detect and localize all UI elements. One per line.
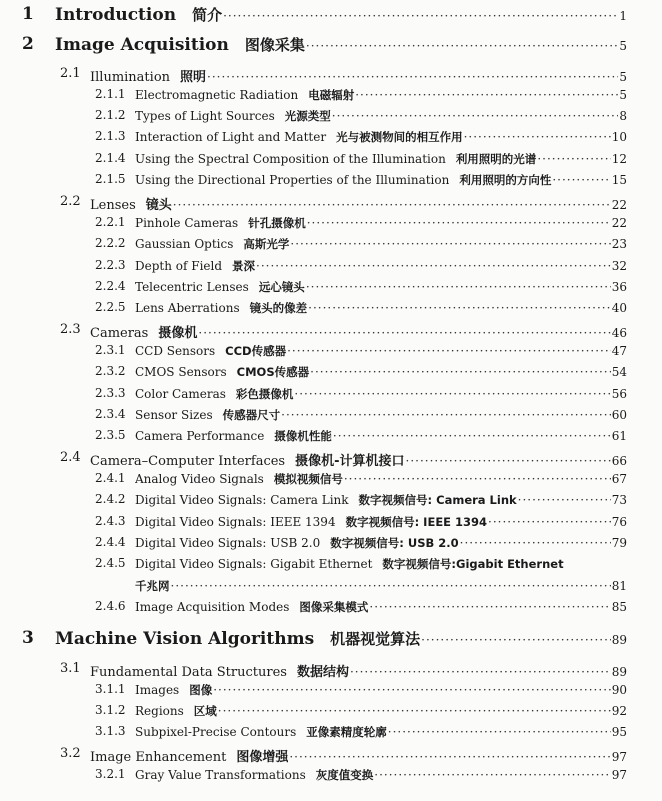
entry-page: 12 [611,152,627,166]
entry-title: Pinhole Cameras [135,216,239,230]
entry-page: 81 [611,579,627,593]
entry-title: Types of Light Sources [135,109,275,123]
entry-page: 32 [611,259,627,273]
toc-section[interactable] [0,66,662,84]
toc-section[interactable] [0,661,662,679]
entry-number: 2.1 [60,66,81,81]
entry-title-zh: 机器视觉算法 [330,630,421,648]
entry-page: 89 [611,665,627,679]
entry-number: 2.3 [60,322,81,337]
entry-page: 10 [611,130,627,144]
entry-number: 2.2 [60,194,81,209]
entry-title: CMOS Sensors [135,365,227,379]
entry-title-zh: 镜头的像差 [249,301,308,315]
entry-number: 2.1.3 [95,129,126,143]
dot-leader [350,665,611,679]
entry-page: 5 [619,70,627,84]
entry-page: 89 [611,633,627,647]
entry-title-zh: 千兆网 [135,579,170,593]
entry-page: 67 [611,472,627,486]
entry-page: 97 [611,768,627,782]
dot-leader [355,88,618,102]
entry-page: 36 [611,280,627,294]
entry-page: 47 [611,344,627,358]
entry-title: Analog Video Signals [135,472,264,486]
entry-title-zh: 利用照明的光谱 [455,152,537,166]
dot-leader [552,173,610,187]
entry-number: 2.4 [60,450,81,465]
dot-leader [223,9,618,23]
entry-title-zh: 镜头 [145,198,172,213]
dot-leader [332,109,619,123]
entry-title-zh: 图像 [189,683,213,697]
dot-leader [218,704,611,718]
entry-title: Digital Video Signals: Gigabit Ethernet [135,557,373,571]
dot-leader [374,768,610,782]
dot-leader [287,344,611,358]
entry-page: 97 [611,750,627,764]
entry-number: 3.2 [60,746,81,761]
entry-title: Gaussian Optics [135,237,234,251]
entry-title-zh: 图像增强 [236,750,289,765]
entry-title-zh: 传感器尺寸 [222,408,281,422]
entry-title: Depth of Field [135,259,223,273]
entry-title: Introduction [55,5,177,25]
dot-leader [464,130,611,144]
entry-page: 22 [611,216,627,230]
toc-subsection[interactable] [0,428,662,445]
dot-leader [294,387,610,401]
entry-number: 1 [22,4,34,24]
entry-title-zh: 数字视频信号: USB 2.0 [330,536,459,550]
entry-number: 2.2.4 [95,279,126,293]
toc-chapter[interactable] [0,628,662,652]
entry-page: 85 [611,600,627,614]
entry-number: 3.1.3 [95,724,126,738]
entry-number: 2.4.3 [95,514,126,528]
entry-title: Image Acquisition Modes [135,600,290,614]
entry-title-zh: 针孔摄像机 [248,216,306,230]
entry-page: 54 [611,365,627,379]
entry-title-zh: 彩色摄像机 [235,387,294,401]
entry-page: 40 [611,301,627,315]
entry-page: 5 [619,39,627,53]
toc-subsection[interactable] [0,514,662,531]
entry-title-zh: 数字视频信号: IEEE 1394 [345,515,488,529]
toc-section[interactable] [0,322,662,340]
dot-leader [310,365,611,379]
toc-subsection[interactable] [0,599,662,616]
dot-leader [256,259,611,273]
entry-title: Camera–Computer Interfaces [90,454,286,469]
toc-subsection[interactable] [0,343,662,360]
entry-title: Camera Performance [135,429,265,443]
entry-title: Interaction of Light and Matter [135,130,327,144]
toc-subsection[interactable] [0,724,662,741]
entry-title-zh: 光源类型 [284,109,331,123]
dot-leader [518,493,611,507]
entry-number: 3.1 [60,661,81,676]
entry-title-zh: 亚像素精度轮廓 [306,725,387,739]
dot-leader [406,454,611,468]
dot-leader [289,750,610,764]
entry-title-zh: 摄像机 [158,326,198,341]
dot-leader [307,216,611,230]
entry-number: 2.3.1 [95,343,126,357]
entry-title-zh: 数字视频信号:Gigabit Ethernet [382,557,564,571]
toc-subsection[interactable] [0,767,662,784]
entry-page: 5 [619,88,627,102]
toc-subsection[interactable] [0,364,662,381]
toc-subsection[interactable] [0,703,662,720]
toc-subsection[interactable] [0,236,662,253]
entry-page: 92 [611,704,627,718]
entry-title: Image Acquisition [55,35,229,55]
entry-title: Color Cameras [135,387,226,401]
entry-number: 3.1.2 [95,703,126,717]
toc-chapter[interactable] [0,34,662,58]
entry-title-zh: 电磁辐射 [308,88,355,102]
entry-number: 2.2.5 [95,300,126,314]
entry-page: 60 [611,408,627,422]
entry-number: 2.1.1 [95,87,126,101]
entry-title: Lenses [90,198,136,213]
entry-page: 15 [611,173,627,187]
entry-number: 2.3.2 [95,364,126,378]
dot-leader [281,408,611,422]
toc-section[interactable] [0,194,662,212]
entry-number: 2.3.5 [95,428,126,442]
entry-page: 79 [611,536,627,550]
entry-title: Image Enhancement [90,750,227,765]
entry-page: 66 [611,454,627,468]
entry-title-zh: 简介 [192,6,223,24]
dot-leader [344,472,611,486]
dot-leader [198,326,610,340]
dot-leader [333,429,611,443]
entry-title-zh: 高斯光学 [243,237,290,251]
entry-number: 2.4.6 [95,599,126,613]
dot-leader [388,725,611,739]
entry-number: 2.3.3 [95,386,126,400]
toc-subsection[interactable] [0,556,662,573]
entry-title-zh: 模拟视频信号 [273,472,343,486]
toc-subsection[interactable] [0,215,662,232]
dot-leader [460,536,611,550]
entry-page: 90 [611,683,627,697]
toc-section[interactable] [0,450,662,468]
entry-number: 2.4.2 [95,492,126,506]
entry-title: Sensor Sizes [135,408,213,422]
entry-number: 2.2.3 [95,258,126,272]
entry-number: 2 [22,34,34,54]
entry-number: 2.4.1 [95,471,126,485]
entry-page: 8 [619,109,627,123]
entry-title: Lens Aberrations [135,301,240,315]
toc-subsection[interactable] [0,172,662,189]
entry-title-zh: 摄像机-计算机接口 [295,454,405,469]
entry-number: 2.3.4 [95,407,126,421]
toc-subsection[interactable] [0,279,662,296]
entry-page: 46 [611,326,627,340]
toc-subsection[interactable] [0,151,662,168]
entry-title-zh: CCD传感器 [225,344,287,358]
entry-title-zh: 数据结构 [296,665,349,680]
entry-page: 76 [611,515,627,529]
toc-subsection[interactable] [0,682,662,699]
entry-title-zh: 照明 [180,70,207,85]
toc-subsection[interactable] [0,535,662,552]
entry-number: 3.2.1 [95,767,126,781]
entry-title: Digital Video Signals: IEEE 1394 [135,515,336,529]
entry-number: 3.1.1 [95,682,126,696]
entry-title-zh: CMOS传感器 [236,365,310,379]
entry-title: CCD Sensors [135,344,216,358]
dot-leader [306,39,618,53]
entry-title: Telecentric Lenses [135,280,249,294]
dot-leader [537,152,610,166]
toc-chapter[interactable] [0,4,662,28]
entry-title-zh: 光与被测物间的相互作用 [336,130,463,144]
dot-leader [213,683,611,697]
entry-number: 2.2.1 [95,215,126,229]
entry-page: 56 [611,387,627,401]
entry-number: 2.4.5 [95,556,126,570]
toc-subsection[interactable] [0,300,662,317]
toc-subsection[interactable] [0,492,662,509]
entry-number: 2.1.2 [95,108,126,122]
toc-subsection[interactable] [0,87,662,104]
toc-section[interactable] [0,746,662,764]
entry-number: 3 [22,628,34,648]
toc-subsection[interactable] [0,407,662,424]
dot-leader [308,301,611,315]
dot-leader [290,237,610,251]
entry-title: Digital Video Signals: Camera Link [135,493,349,507]
entry-title: Cameras [90,326,149,341]
entry-title-zh: 灰度值变换 [315,768,374,782]
dot-leader [306,280,611,294]
dot-leader [173,198,611,212]
entry-title: Using the Spectral Composition of the Illumination [135,152,446,166]
entry-title-zh: 数字视频信号: Camera Link [358,493,517,507]
entry-title-zh: 景深 [232,259,256,273]
entry-title: Subpixel-Precise Contours [135,725,297,739]
entry-page: 95 [611,725,627,739]
toc-subsection[interactable] [0,258,662,275]
dot-leader [207,70,618,84]
dot-leader [369,600,610,614]
dot-leader [421,633,611,647]
entry-title-zh: 利用照明的方向性 [459,173,552,187]
entry-number: 2.2.2 [95,236,126,250]
entry-page: 22 [611,198,627,212]
entry-title: Electromagnetic Radiation [135,88,299,102]
toc-subsection[interactable] [0,129,662,146]
entry-number: 2.1.4 [95,151,126,165]
entry-page: 23 [611,237,627,251]
toc-subsection[interactable] [0,386,662,403]
entry-title: Digital Video Signals: USB 2.0 [135,536,321,550]
dot-leader [171,579,611,593]
entry-title: Using the Directional Properties of the Illumination [135,173,450,187]
entry-number: 2.4.4 [95,535,126,549]
toc-subsection-continuation[interactable] [0,578,662,595]
toc-subsection[interactable] [0,108,662,125]
toc-subsection[interactable] [0,471,662,488]
entry-page: 1 [619,9,627,23]
entry-title-zh: 远心镜头 [258,280,305,294]
entry-page: 73 [611,493,627,507]
entry-title-zh: 摄像机性能 [274,429,332,443]
entry-title: Machine Vision Algorithms [55,629,315,649]
entry-page: 61 [611,429,627,443]
entry-title: Regions [135,704,184,718]
entry-title-zh: 图像采集模式 [299,600,369,614]
entry-title: Fundamental Data Structures [90,665,287,680]
entry-title: Illumination [90,70,171,85]
entry-title: Gray Value Transformations [135,768,306,782]
entry-number: 2.1.5 [95,172,126,186]
entry-title-zh: 区域 [193,704,217,718]
dot-leader [488,515,611,529]
entry-title-zh: 图像采集 [244,36,305,54]
entry-title: Images [135,683,180,697]
